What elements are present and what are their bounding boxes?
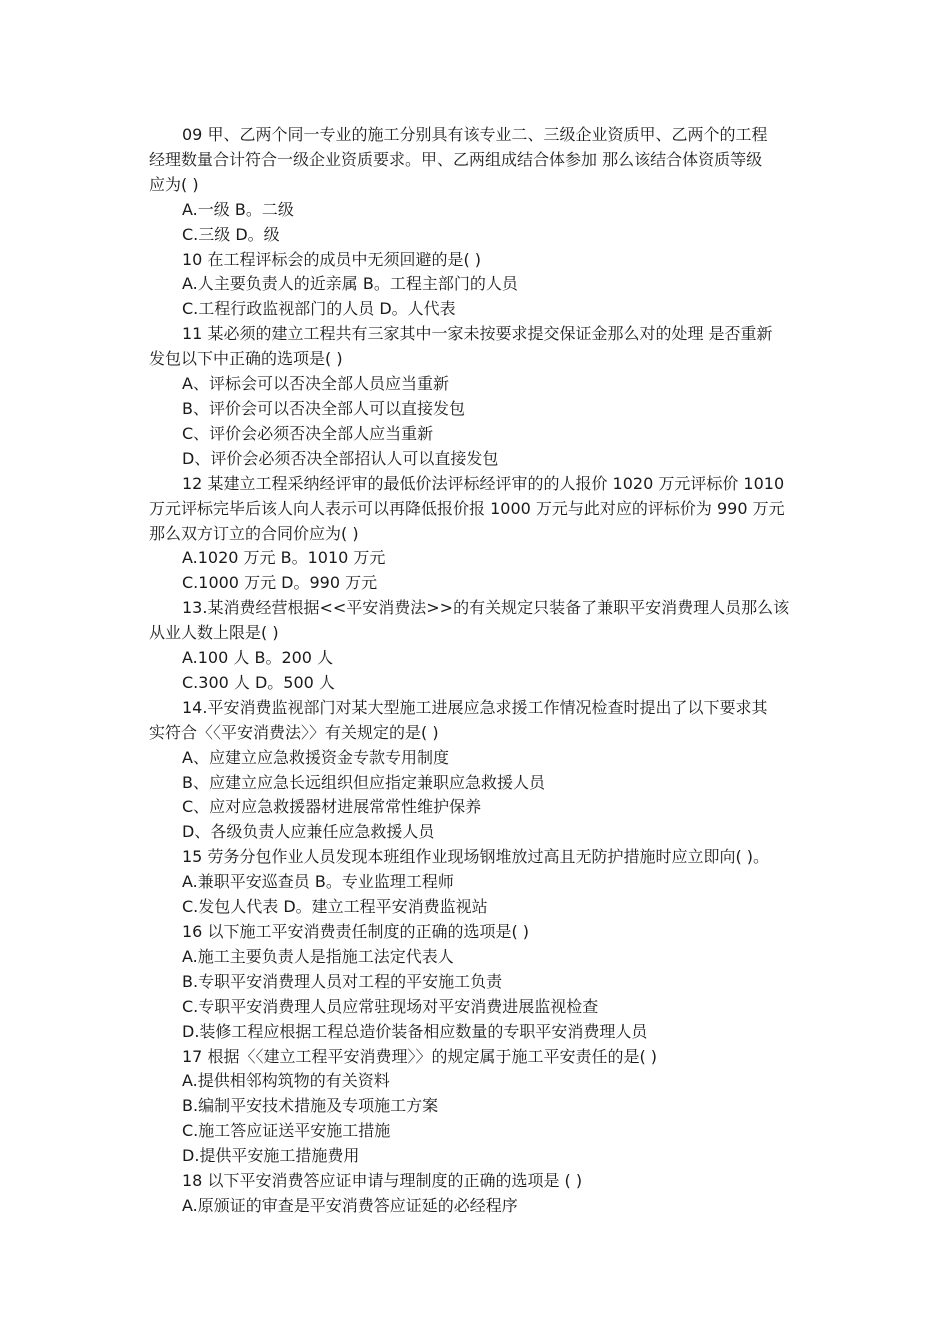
- document-body: [149, 123, 801, 1219]
- text-line: 实符合〈〈平安消费法〉〉有关规定的是( ): [149, 722, 439, 742]
- text-line: D、各级负责人应兼任应急救援人员: [182, 822, 435, 842]
- text-line: B、应建立应急长远组织但应指定兼职应急救援人员: [182, 772, 545, 792]
- text-line: 那么双方订立的合同价应为( ): [149, 523, 359, 543]
- text-line: 12 某建立工程采纳经评审的最低价法评标经评审的的人报价 1020 万元评标价 1010: [182, 473, 785, 493]
- text-line: C.专职平安消费理人员应常驻现场对平安消费进展监视检查: [182, 996, 599, 1016]
- text-line: A、评标会可以否决全部人员应当重新: [182, 374, 449, 394]
- text-line: C.施工答应证送平安施工措施: [182, 1121, 391, 1141]
- text-line: D.提供平安施工措施费用: [182, 1146, 360, 1166]
- text-line: A.1020 万元 B。1010 万元: [182, 548, 386, 568]
- text-line: C.发包人代表 D。建立工程平安消费监视站: [182, 897, 488, 917]
- text-line: 17 根据〈〈建立工程平安消费理〉〉的规定属于施工平安责任的是( ): [182, 1046, 658, 1066]
- text-line: 13.某消费经营根据<<平安消费法>>的有关规定只装备了兼职平安消费理人员那么该: [182, 598, 790, 618]
- text-line: A.人主要负责人的近亲属 B。工程主部门的人员: [182, 274, 518, 294]
- text-line: A.原颁证的审查是平安消费答应证延的必经程序: [182, 1195, 518, 1215]
- text-line: B.编制平安技术措施及专项施工方案: [182, 1096, 439, 1116]
- text-line: D.装修工程应根据工程总造价装备相应数量的专职平安消费理人员: [182, 1021, 648, 1041]
- text-line: B、评价会可以否决全部人可以直接发包: [182, 398, 465, 418]
- text-line: 15 劳务分包作业人员发现本班组作业现场钢堆放过高且无防护措施时应立即向( )。: [182, 847, 770, 867]
- text-line: C.三级 D。级: [182, 224, 280, 244]
- text-line: C.1000 万元 D。990 万元: [182, 573, 378, 593]
- text-line: A.兼职平安巡查员 B。专业监理工程师: [182, 872, 454, 892]
- text-line: 10 在工程评标会的成员中无须回避的是( ): [182, 249, 482, 269]
- text-line: A.100 人 B。200 人: [182, 648, 334, 668]
- text-line: 18 以下平安消费答应证申请与理制度的正确的选项是 ( ): [182, 1171, 583, 1191]
- text-line: 经理数量合计符合一级企业资质要求。甲、乙两组成结合体参加 那么该结合体资质等级: [149, 149, 763, 169]
- text-line: 从业人数上限是( ): [149, 623, 279, 643]
- text-line: A.一级 B。二级: [182, 199, 294, 219]
- text-line: B.专职平安消费理人员对工程的平安施工负责: [182, 971, 503, 991]
- text-line: 应为( ): [149, 174, 199, 194]
- text-line: 11 某必须的建立工程共有三家其中一家未按要求提交保证金那么对的处理 是否重新: [182, 324, 773, 344]
- text-line: A、应建立应急救援资金专款专用制度: [182, 747, 449, 767]
- text-line: C、评价会必须否决全部人应当重新: [182, 423, 434, 443]
- text-line: 16 以下施工平安消费责任制度的正确的选项是( ): [182, 922, 530, 941]
- text-line: D、评价会必须否决全部招认人可以直接发包: [182, 448, 499, 468]
- text-line: C.300 人 D。500 人: [182, 672, 335, 692]
- text-line: 发包以下中正确的选项是( ): [149, 349, 343, 369]
- text-line: 14.平安消费监视部门对某大型施工进展应急求援工作情况检查时提出了以下要求其: [182, 697, 768, 717]
- text-line: 09 甲、乙两个同一专业的施工分别具有该专业二、三级企业资质甲、乙两个的工程: [182, 125, 768, 144]
- text-line: 万元评标完毕后该人向人表示可以再降低报价报 1000 万元与此对应的评标价为 990 万元: [149, 498, 785, 518]
- text-line: A.提供相邻构筑物的有关资料: [182, 1071, 390, 1091]
- text-line: A.施工主要负责人是指施工法定代表人: [182, 946, 454, 966]
- text-line: C、应对应急救援器材进展常常性维护保养: [182, 797, 482, 817]
- text-line: C.工程行政监视部门的人员 D。人代表: [182, 299, 456, 319]
